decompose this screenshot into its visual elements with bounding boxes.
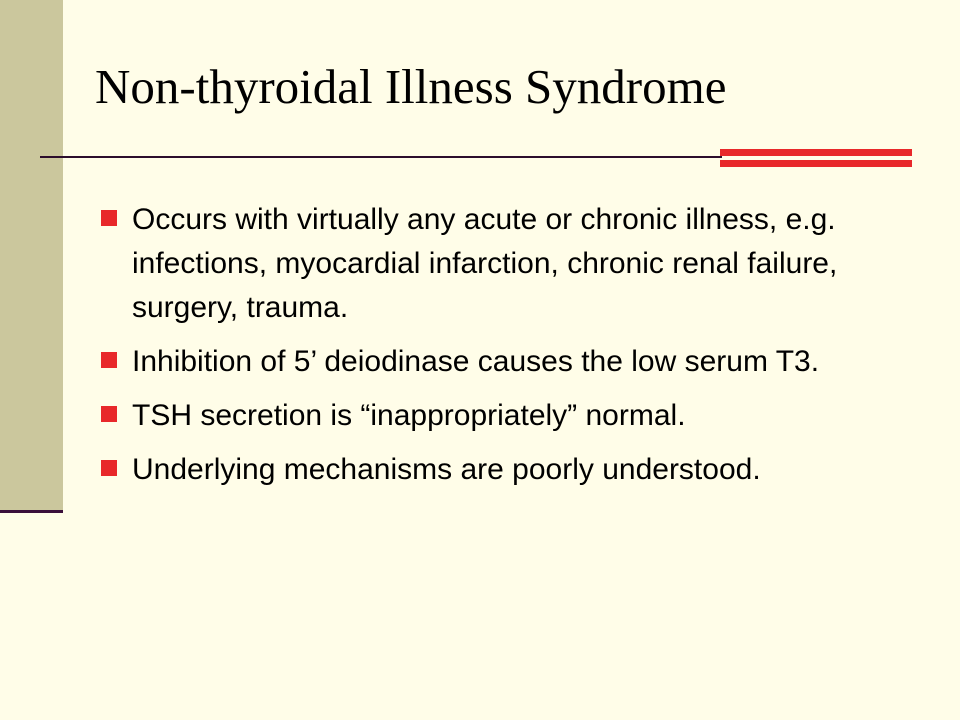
left-decorative-rule bbox=[0, 510, 63, 513]
bullet-item bbox=[101, 198, 861, 330]
square-bullet-icon bbox=[101, 210, 117, 226]
slide-title: Non-thyroidal Illness Syndrome bbox=[95, 59, 727, 114]
bullet-item bbox=[101, 394, 861, 438]
bullet-text: Occurs with virtually any acute or chronic illness, e.g. infections, myocardial infarction, chronic renal failure, surgery, trauma. bbox=[132, 203, 838, 324]
title-underline bbox=[40, 156, 722, 158]
bullet-item bbox=[101, 448, 861, 492]
square-bullet-icon bbox=[101, 352, 117, 368]
bullet-text: TSH secretion is “inappropriately” normal. bbox=[132, 399, 686, 432]
bullet-text: Inhibition of 5’ deiodinase causes the low serum T3. bbox=[132, 345, 820, 378]
left-decorative-band bbox=[0, 0, 63, 510]
bullet-list bbox=[101, 198, 861, 502]
square-bullet-icon bbox=[101, 406, 117, 422]
bullet-item bbox=[101, 340, 861, 384]
accent-bar-bottom bbox=[720, 160, 912, 167]
accent-bar-top bbox=[720, 149, 912, 156]
bullet-text: Underlying mechanisms are poorly understood. bbox=[132, 453, 761, 486]
square-bullet-icon bbox=[101, 460, 117, 476]
